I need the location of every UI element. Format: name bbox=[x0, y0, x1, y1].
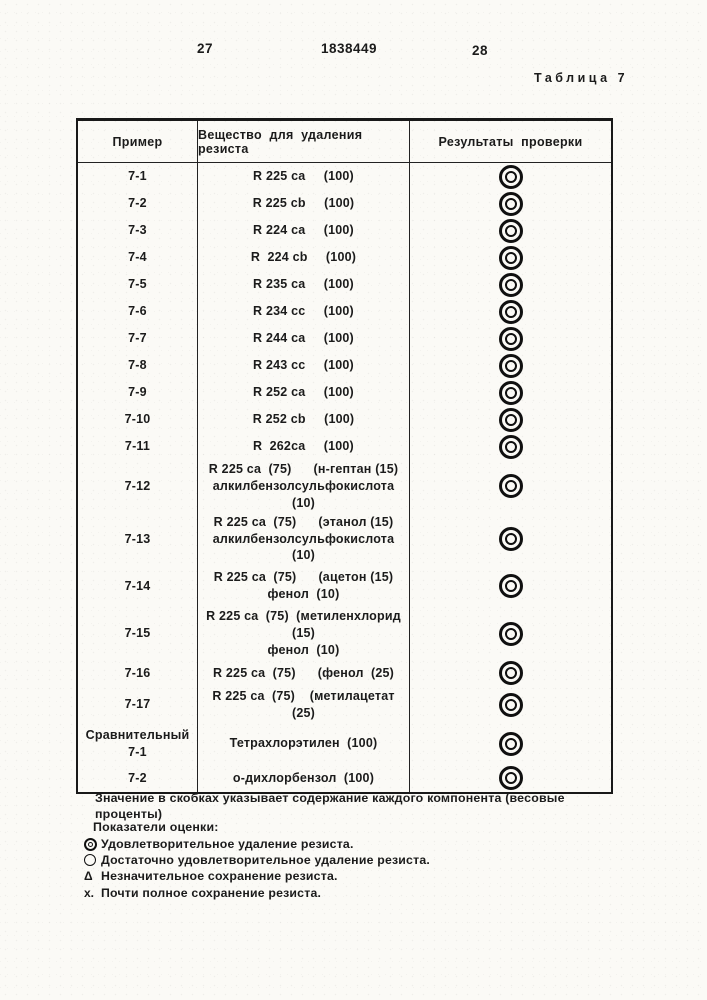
inner-ring bbox=[505, 198, 517, 210]
substance-cell: R 225 ca (100) bbox=[198, 163, 410, 190]
page-number-right: 28 bbox=[472, 43, 489, 58]
substance-cell: R 225 ca (75) (этанол (15) алкилбензолсульфокислота (10) bbox=[198, 513, 410, 566]
double-circle-icon bbox=[499, 766, 523, 790]
example-cell: 7-11 bbox=[78, 433, 198, 460]
substance-cell: R 252 ca (100) bbox=[198, 379, 410, 406]
double-circle-icon bbox=[499, 273, 523, 297]
substance-cell: R 252 cb (100) bbox=[198, 406, 410, 433]
result-cell bbox=[410, 565, 611, 607]
example-cell: 7-4 bbox=[78, 244, 198, 271]
double-circle-icon bbox=[499, 300, 523, 324]
result-cell bbox=[410, 607, 611, 660]
table-row bbox=[78, 607, 611, 660]
legend-label: Почти полное сохранение резиста. bbox=[101, 885, 322, 900]
substance-cell: Тетрахлорэтилен (100) bbox=[198, 723, 410, 765]
double-circle-icon bbox=[499, 408, 523, 432]
inner-ring bbox=[88, 842, 93, 847]
example-cell: 7-8 bbox=[78, 352, 198, 379]
double-circle-icon bbox=[499, 354, 523, 378]
inner-ring bbox=[505, 414, 517, 426]
substance-cell: R 225 ca (75) (фенол (25) bbox=[198, 660, 410, 687]
example-cell: 7-7 bbox=[78, 325, 198, 352]
legend-title: Показатели оценки: bbox=[93, 820, 219, 834]
double-circle-icon bbox=[499, 474, 523, 498]
result-cell bbox=[410, 325, 611, 352]
inner-ring bbox=[505, 387, 517, 399]
footnote-parentheses-note: Значение в скобках указывает содержание каждого компонента (весовые проценты) bbox=[95, 791, 565, 821]
result-cell bbox=[410, 460, 611, 513]
legend-label: Удовлетворительное удаление резиста. bbox=[101, 837, 354, 851]
example-cell: 7-3 bbox=[78, 217, 198, 244]
inner-ring bbox=[505, 772, 517, 784]
table-row bbox=[78, 433, 611, 460]
table-row bbox=[78, 271, 611, 298]
inner-ring bbox=[505, 252, 517, 264]
result-cell bbox=[410, 433, 611, 460]
legend-item bbox=[84, 837, 624, 851]
table-row bbox=[78, 565, 611, 607]
column-header-results: Результаты проверки bbox=[438, 134, 583, 149]
result-cell bbox=[410, 217, 611, 244]
inner-ring bbox=[505, 699, 517, 711]
example-cell: 7-13 bbox=[78, 513, 198, 566]
substance-cell: R 225 cb (100) bbox=[198, 190, 410, 217]
double-circle-icon bbox=[499, 327, 523, 351]
result-cell bbox=[410, 244, 611, 271]
evaluation-legend bbox=[84, 820, 624, 902]
substance-cell: R 243 cc (100) bbox=[198, 352, 410, 379]
column-header-substance: Вещество для удаления резиста bbox=[198, 121, 410, 162]
page-number-left: 27 bbox=[197, 41, 214, 56]
table-row bbox=[78, 379, 611, 406]
double-circle-icon bbox=[499, 622, 523, 646]
column-header-example: Пример bbox=[78, 121, 198, 162]
table-caption: Таблица 7 bbox=[534, 71, 629, 85]
substance-cell: R 225 ca (75) (ацетон (15) фенол (10) bbox=[198, 565, 410, 607]
table-body bbox=[78, 163, 611, 792]
example-cell: 7-10 bbox=[78, 406, 198, 433]
triangle-icon bbox=[84, 869, 101, 883]
example-cell: 7-12 bbox=[78, 460, 198, 513]
inner-ring bbox=[505, 441, 517, 453]
table-row bbox=[78, 244, 611, 271]
circle-icon bbox=[84, 854, 101, 866]
substance-cell: R 225 ca (75) (метиленхлорид (15) фенол (10) bbox=[198, 607, 410, 660]
inner-ring bbox=[505, 279, 517, 291]
inner-ring bbox=[505, 360, 517, 372]
double-circle-icon bbox=[499, 246, 523, 270]
legend-item bbox=[84, 886, 624, 900]
double-circle-icon bbox=[499, 527, 523, 551]
example-cell: Сравнительный 7-1 bbox=[78, 723, 198, 765]
x-mark-icon bbox=[84, 886, 101, 900]
double-circle-icon bbox=[499, 435, 523, 459]
table-row bbox=[78, 687, 611, 723]
double-circle-icon bbox=[499, 165, 523, 189]
double-circle-icon bbox=[499, 574, 523, 598]
inner-ring bbox=[505, 333, 517, 345]
inner-ring bbox=[505, 580, 517, 592]
table-row bbox=[78, 513, 611, 566]
inner-ring bbox=[505, 171, 517, 183]
table-row bbox=[78, 217, 611, 244]
triangle-glyph: Δ bbox=[84, 869, 93, 884]
result-cell bbox=[410, 271, 611, 298]
double-circle-icon bbox=[499, 219, 523, 243]
substance-cell: R 225 ca (75) (метилацетат (25) bbox=[198, 687, 410, 723]
result-cell bbox=[410, 298, 611, 325]
table-row bbox=[78, 660, 611, 687]
legend-item bbox=[84, 869, 624, 883]
table-row bbox=[78, 298, 611, 325]
example-cell: 7-9 bbox=[78, 379, 198, 406]
inner-ring bbox=[505, 480, 517, 492]
table-row bbox=[78, 325, 611, 352]
substance-cell: R 225 ca (75) (н-гептан (15) алкилбензолсульфокислота (10) bbox=[198, 460, 410, 513]
inner-ring bbox=[505, 225, 517, 237]
substance-cell: R 234 cc (100) bbox=[198, 298, 410, 325]
result-cell bbox=[410, 660, 611, 687]
circle-icon bbox=[84, 854, 96, 866]
result-cell bbox=[410, 352, 611, 379]
substance-cell: R 244 ca (100) bbox=[198, 325, 410, 352]
double-circle-icon bbox=[499, 661, 523, 685]
x-mark-glyph: х. bbox=[84, 885, 95, 900]
result-cell bbox=[410, 687, 611, 723]
double-circle-icon bbox=[499, 192, 523, 216]
inner-ring bbox=[505, 628, 517, 640]
double-circle-icon bbox=[84, 838, 101, 851]
document-number: 1838449 bbox=[321, 41, 378, 56]
inner-ring bbox=[505, 306, 517, 318]
example-cell: 7-5 bbox=[78, 271, 198, 298]
result-cell bbox=[410, 406, 611, 433]
result-cell bbox=[410, 190, 611, 217]
example-cell: 7-16 bbox=[78, 660, 198, 687]
table-row bbox=[78, 352, 611, 379]
table-row bbox=[78, 163, 611, 190]
example-cell: 7-6 bbox=[78, 298, 198, 325]
double-circle-icon bbox=[499, 381, 523, 405]
inner-ring bbox=[505, 738, 517, 750]
inner-ring bbox=[505, 667, 517, 679]
legend-items bbox=[84, 837, 624, 900]
legend-item bbox=[84, 853, 624, 867]
double-circle-icon bbox=[84, 838, 97, 851]
result-cell bbox=[410, 163, 611, 190]
example-cell: 7-2 bbox=[78, 190, 198, 217]
substance-cell: R 235 ca (100) bbox=[198, 271, 410, 298]
example-cell: 7-2 bbox=[78, 765, 198, 792]
substance-cell: о-дихлорбензол (100) bbox=[198, 765, 410, 792]
table-row bbox=[78, 190, 611, 217]
legend-label: Достаточно удовлетворительное удаление резиста. bbox=[101, 853, 430, 868]
inner-ring bbox=[505, 533, 517, 545]
example-cell: 7-17 bbox=[78, 687, 198, 723]
result-cell bbox=[410, 513, 611, 566]
substance-cell: R 262ca (100) bbox=[198, 433, 410, 460]
result-cell bbox=[410, 379, 611, 406]
example-cell: 7-15 bbox=[78, 607, 198, 660]
double-circle-icon bbox=[499, 693, 523, 717]
legend-label: Незначительное сохранение резиста. bbox=[101, 869, 338, 884]
table-row bbox=[78, 406, 611, 433]
result-cell bbox=[410, 723, 611, 765]
table-row bbox=[78, 765, 611, 792]
table-header-row bbox=[78, 121, 611, 163]
example-cell: 7-14 bbox=[78, 565, 198, 607]
double-circle-icon bbox=[499, 732, 523, 756]
result-cell bbox=[410, 765, 611, 792]
results-table bbox=[76, 118, 613, 794]
example-cell: 7-1 bbox=[78, 163, 198, 190]
substance-cell: R 224 ca (100) bbox=[198, 217, 410, 244]
table-row bbox=[78, 460, 611, 513]
table-row bbox=[78, 723, 611, 765]
substance-cell: R 224 cb (100) bbox=[198, 244, 410, 271]
